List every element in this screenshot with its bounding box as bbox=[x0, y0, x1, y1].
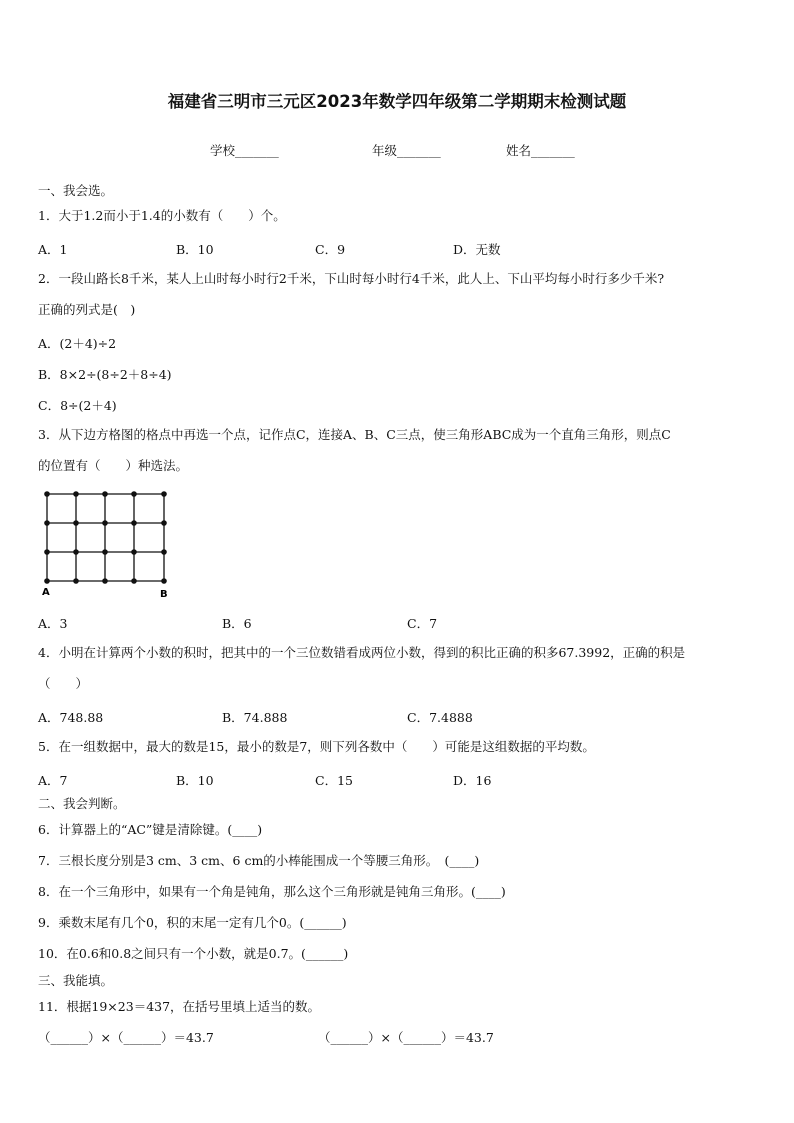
q4-option-a[interactable]: A．748.88 bbox=[38, 710, 104, 725]
question-1: 1．大于1.2而小于1.4的小数有（ ）个。 bbox=[38, 208, 286, 223]
point-b-label: B bbox=[160, 589, 168, 600]
question-11: 11．根据19×23＝437，在括号里填上适当的数。 bbox=[38, 999, 321, 1014]
question-5: 5．在一组数据中，最大的数是15，最小的数是7，则下列各数中（ ）可能是这组数据的平均数。 bbox=[38, 739, 595, 754]
q11-expression-2[interactable]: （______）×（______）＝43.7 bbox=[318, 1030, 494, 1045]
q1-option-a[interactable]: A．1 bbox=[38, 242, 68, 257]
question-4-line1: 4．小明在计算两个小数的积时，把其中的一个三位数错看成两位小数，得到的积比正确的积多67.3992，正确的积是 bbox=[38, 645, 686, 660]
question-6: 6．计算器上的“AC”键是清除键。(____) bbox=[38, 822, 263, 837]
q2-option-c[interactable]: C．8÷(2＋4) bbox=[38, 398, 117, 413]
q2-option-a[interactable]: A．(2＋4)÷2 bbox=[38, 336, 117, 351]
question-10: 10．在0.6和0.8之间只有一个小数，就是0.7。(______) bbox=[38, 946, 349, 961]
q4-option-c[interactable]: C．7.4888 bbox=[407, 710, 473, 725]
q2-option-b[interactable]: B．8×2÷(8÷2＋8÷4) bbox=[38, 367, 172, 382]
point-a-label: A bbox=[42, 587, 50, 598]
grade-field[interactable]: 年级_______ bbox=[372, 143, 441, 158]
question-9: 9．乘数末尾有几个0，积的末尾一定有几个0。(______) bbox=[38, 915, 347, 930]
question-8: 8．在一个三角形中，如果有一个角是钝角，那么这个三角形就是钝角三角形。(____) bbox=[38, 884, 506, 899]
q1-option-b[interactable]: B．10 bbox=[176, 242, 214, 257]
q3-option-a[interactable]: A．3 bbox=[38, 616, 68, 631]
question-4-line2: （ ） bbox=[38, 676, 89, 691]
question-3-line2: 的位置有（ ）种选法。 bbox=[38, 458, 189, 473]
question-2-line2: 正确的列式是( ) bbox=[38, 302, 136, 317]
q1-option-d[interactable]: D．无数 bbox=[453, 242, 501, 257]
question-7: 7．三根长度分别是3 cm、3 cm、6 cm的小棒能围成一个等腰三角形。 (____) bbox=[38, 853, 480, 868]
q5-option-d[interactable]: D．16 bbox=[453, 773, 492, 788]
q3-option-b[interactable]: B．6 bbox=[222, 616, 252, 631]
q11-expression-1[interactable]: （______）×（______）＝43.7 bbox=[38, 1030, 214, 1045]
section-heading: 一、我会选。 bbox=[38, 183, 114, 198]
dot-grid-figure bbox=[38, 488, 178, 603]
page-title: 福建省三明市三元区2023年数学四年级第二学期期末检测试题 bbox=[167, 92, 627, 111]
question-2-line1: 2．一段山路长8千米，某人上山时每小时行2千米，下山时每小时行4千米，此人上、下山平均每小时行多少千米? bbox=[38, 271, 665, 286]
q5-option-a[interactable]: A．7 bbox=[38, 773, 68, 788]
question-3-line1: 3．从下边方格图的格点中再选一个点，记作点C，连接A、B、C三点，使三角形ABC成为一个直角三角形，则点C bbox=[38, 427, 671, 442]
q4-option-b[interactable]: B．74.888 bbox=[222, 710, 288, 725]
section-heading: 二、我会判断。 bbox=[38, 796, 126, 811]
section-heading: 三、我能填。 bbox=[38, 973, 114, 988]
q1-option-c[interactable]: C．9 bbox=[315, 242, 346, 257]
q5-option-b[interactable]: B．10 bbox=[176, 773, 214, 788]
q3-option-c[interactable]: C．7 bbox=[407, 616, 438, 631]
name-field[interactable]: 姓名_______ bbox=[506, 143, 575, 158]
school-field[interactable]: 学校_______ bbox=[210, 143, 279, 158]
q5-option-c[interactable]: C．15 bbox=[315, 773, 353, 788]
